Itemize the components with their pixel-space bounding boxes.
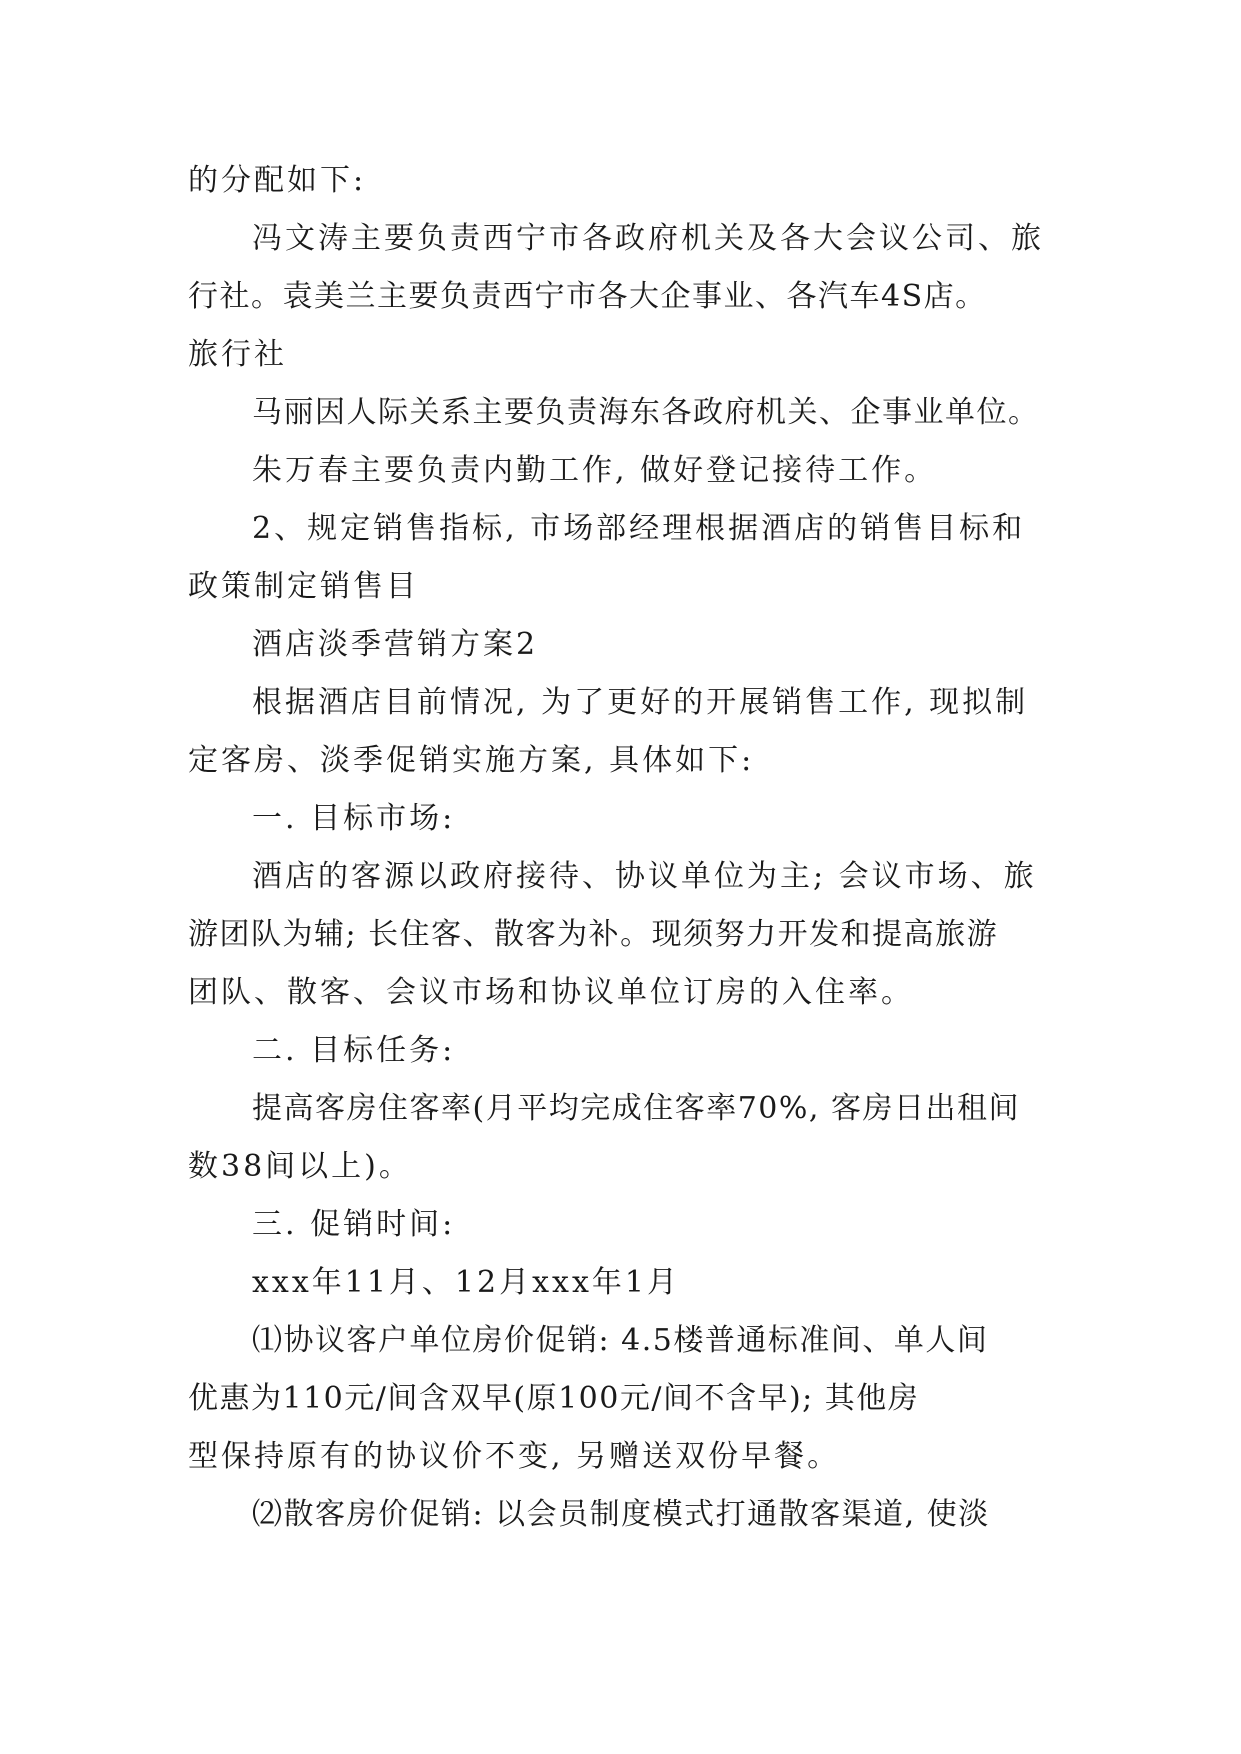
text-line: 根据酒店目前情况, 为了更好的开展销售工作, 现拟制	[252, 685, 1029, 720]
text-line: 冯文涛主要负责西宁市各政府机关及各大会议公司、旅	[252, 221, 1044, 256]
text-line: 马丽因人际关系主要负责海东各政府机关、企事业单位。	[252, 395, 1040, 430]
section-heading: 一. 目标市场:	[252, 801, 456, 836]
text-line: xxx年11月、12月xxx年1月	[252, 1265, 680, 1300]
text-line: ⑵散客房价促销: 以会员制度模式打通散客渠道, 使淡	[252, 1497, 990, 1532]
document-page	[188, 152, 1048, 1544]
text-line: 提高客房住客率(月平均完成住客率70%, 客房日出租间	[252, 1091, 1020, 1126]
text-line: 优惠为110元/间含双早(原100元/间不含早); 其他房	[188, 1381, 920, 1416]
text-line: 2、规定销售指标, 市场部经理根据酒店的销售目标和	[252, 511, 1026, 546]
text-line: 的分配如下:	[188, 163, 367, 198]
text-line: 政策制定销售目	[188, 569, 419, 604]
section-heading: 三. 促销时间:	[252, 1207, 456, 1242]
text-line: 游团队为辅; 长住客、散客为补。现须努力开发和提高旅游	[188, 917, 999, 952]
text-line: 酒店的客源以政府接待、协议单位为主; 会议市场、旅	[252, 859, 1037, 894]
text-line: 行社。袁美兰主要负责西宁市各大企事业、各汽车4S店。	[188, 279, 987, 314]
section-title: 酒店淡季营销方案2	[252, 627, 539, 662]
section-heading: 二. 目标任务:	[252, 1033, 456, 1068]
text-line: 型保持原有的协议价不变, 另赠送双份早餐。	[188, 1439, 841, 1474]
text-line: 定客房、淡季促销实施方案, 具体如下:	[188, 743, 755, 778]
text-line: ⑴协议客户单位房价促销: 4.5楼普通标准间、单人间	[252, 1323, 989, 1358]
text-line: 团队、散客、会议市场和协议单位订房的入住率。	[188, 975, 914, 1010]
text-line: 朱万春主要负责内勤工作, 做好登记接待工作。	[252, 453, 938, 488]
text-line: 数38间以上)。	[188, 1149, 412, 1184]
text-line: 旅行社	[188, 337, 287, 372]
